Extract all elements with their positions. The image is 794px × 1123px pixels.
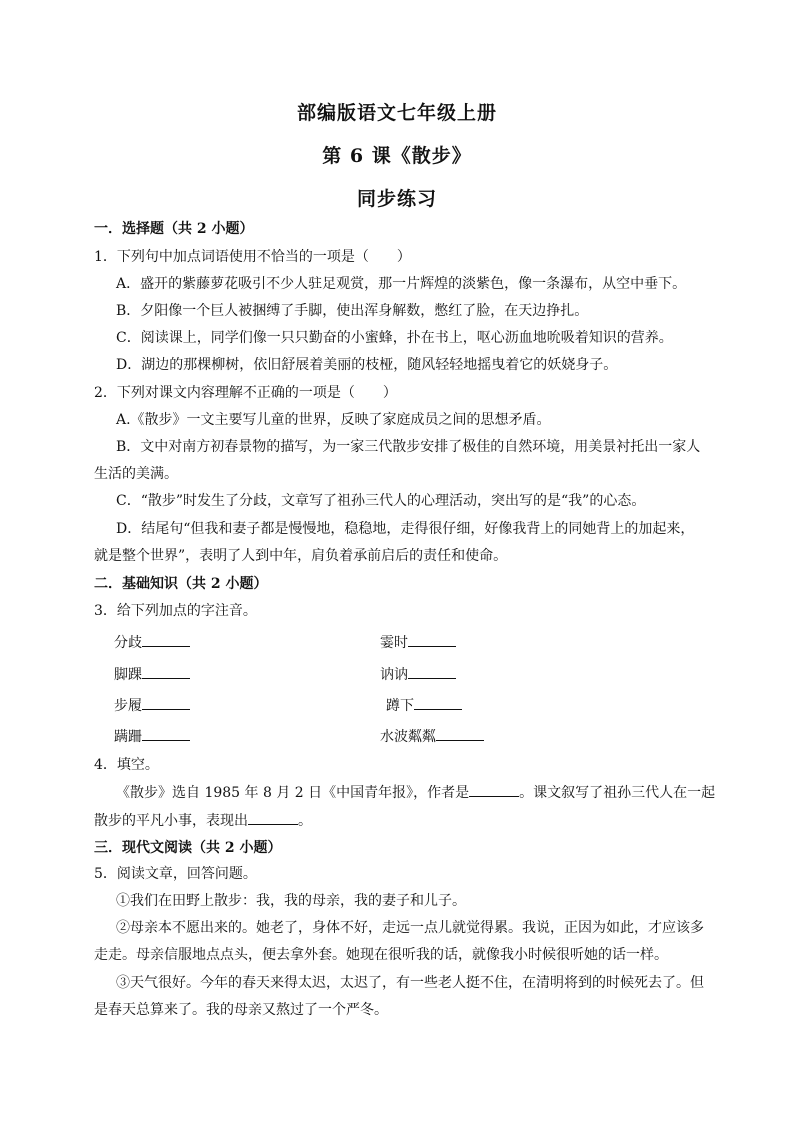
answer-blank[interactable] (142, 664, 190, 679)
fill-text: 《散步》选自 1985 年 8 月 2 日《中国青年报》，作者是 (116, 785, 470, 801)
pinyin-word: 霎时 (380, 635, 408, 651)
pinyin-word: 步履 (114, 698, 142, 714)
question-2-option-b: B．文中对南方初春景物的描写，为一家三代散步安排了极佳的自然环境，用美景衬托出一家人 (116, 439, 701, 455)
answer-blank[interactable] (408, 632, 456, 647)
passage-paragraph-2: ②母亲本不愿出来的。她老了，身体不好，走远一点儿就觉得累。我说，正因为如此，才应该多 (116, 920, 704, 936)
question-3-stem: 3．给下列加点的字注音。 (94, 603, 257, 619)
pinyin-item (114, 726, 190, 747)
pinyin-word: 讷讷 (380, 667, 408, 683)
pinyin-word: 蹒跚 (114, 729, 142, 745)
question-2-stem: 2．下列对课文内容理解不正确的一项是（ ） (94, 385, 397, 401)
answer-blank-author[interactable] (469, 782, 519, 797)
question-2-option-a: A.《散步》一文主要写儿童的世界，反映了家庭成员之间的思想矛盾。 (116, 412, 551, 428)
answer-blank-theme[interactable] (248, 810, 298, 825)
pinyin-item (380, 726, 484, 747)
answer-blank[interactable] (142, 632, 190, 647)
lesson-title: 第 6 课《散步》 (322, 145, 472, 167)
question-2-option-d-cont: 就是整个世界”，表明了人到中年，肩负着承前启后的责任和使命。 (94, 548, 508, 564)
fill-text: 散步的平凡小事，表现出 (94, 813, 248, 829)
pinyin-word: 分歧 (114, 635, 142, 651)
answer-blank[interactable] (414, 695, 462, 710)
question-1-option-c: C．阅读课上，同学们像一只只勤奋的小蜜蜂，扑在书上，呕心沥血地吮吸着知识的营养。 (116, 330, 673, 346)
question-2-option-d: D．结尾句“但我和妻子都是慢慢地，稳稳地，走得很仔细，好像我背上的同她背上的加起来， (116, 521, 695, 537)
section-heading-basics: 二．基础知识（共 2 小题） (94, 576, 268, 592)
pinyin-item (114, 695, 190, 716)
question-5-stem: 5．阅读文章，回答问题。 (94, 866, 257, 882)
passage-paragraph-2-cont: 走走。母亲信服地点点头，便去拿外套。她现在很听我的话，就像我小时候很听她的话一样。 (94, 947, 668, 963)
question-2-option-c: C．“散步”时发生了分歧，文章写了祖孙三代人的心理活动，突出写的是“我”的心态。 (116, 493, 646, 509)
pinyin-item (380, 632, 456, 653)
fill-text: 。 (298, 813, 312, 829)
section-heading-choice: 一．选择题（共 2 小题） (94, 221, 254, 237)
answer-blank[interactable] (408, 664, 456, 679)
question-4-stem: 4．填空。 (94, 757, 159, 773)
doc-title: 部编版语文七年级上册 (296, 102, 497, 124)
pinyin-item (114, 632, 190, 653)
pinyin-item (386, 695, 462, 716)
answer-blank[interactable] (436, 726, 484, 741)
pinyin-word: 蹲下 (386, 698, 414, 714)
answer-blank[interactable] (142, 695, 190, 710)
question-1-option-d: D．湖边的那棵柳树，依旧舒展着美丽的枝桠，随风轻轻地摇曳着它的妖娆身子。 (116, 357, 618, 373)
pinyin-word: 脚踝 (114, 667, 142, 683)
question-2-option-b-cont: 生活的美满。 (94, 466, 178, 482)
section-heading-reading: 三．现代文阅读（共 2 小题） (94, 840, 282, 856)
fill-text: 。课文叙写了祖孙三代人在一起 (519, 785, 716, 801)
passage-paragraph-3: ③天气很好。今年的春天来得太迟，太迟了，有一些老人挺不住，在清明将到的时候死去了。但 (116, 975, 704, 991)
question-1-option-b: B．夕阳像一个巨人被捆缚了手脚，使出浑身解数，憋红了脸，在天边挣扎。 (116, 303, 589, 319)
passage-paragraph-3-cont: 是春天总算来了。我的母亲又熬过了一个严冬。 (94, 1002, 388, 1018)
passage-paragraph-1: ①我们在田野上散步：我，我的母亲，我的妻子和儿子。 (116, 893, 466, 909)
question-4-line-2 (94, 810, 312, 831)
answer-blank[interactable] (142, 726, 190, 741)
exercise-title: 同步练习 (356, 188, 437, 210)
pinyin-item (114, 664, 190, 685)
question-4-line-1 (116, 782, 715, 803)
pinyin-item (380, 664, 456, 685)
pinyin-word: 水波粼粼 (380, 729, 436, 745)
question-1-option-a: A．盛开的紫藤萝花吸引不少人驻足观赏，那一片辉煌的淡紫色，像一条瀑布，从空中垂下。 (116, 276, 687, 292)
question-1-stem: 1．下列句中加点词语使用不恰当的一项是（ ） (94, 249, 411, 265)
